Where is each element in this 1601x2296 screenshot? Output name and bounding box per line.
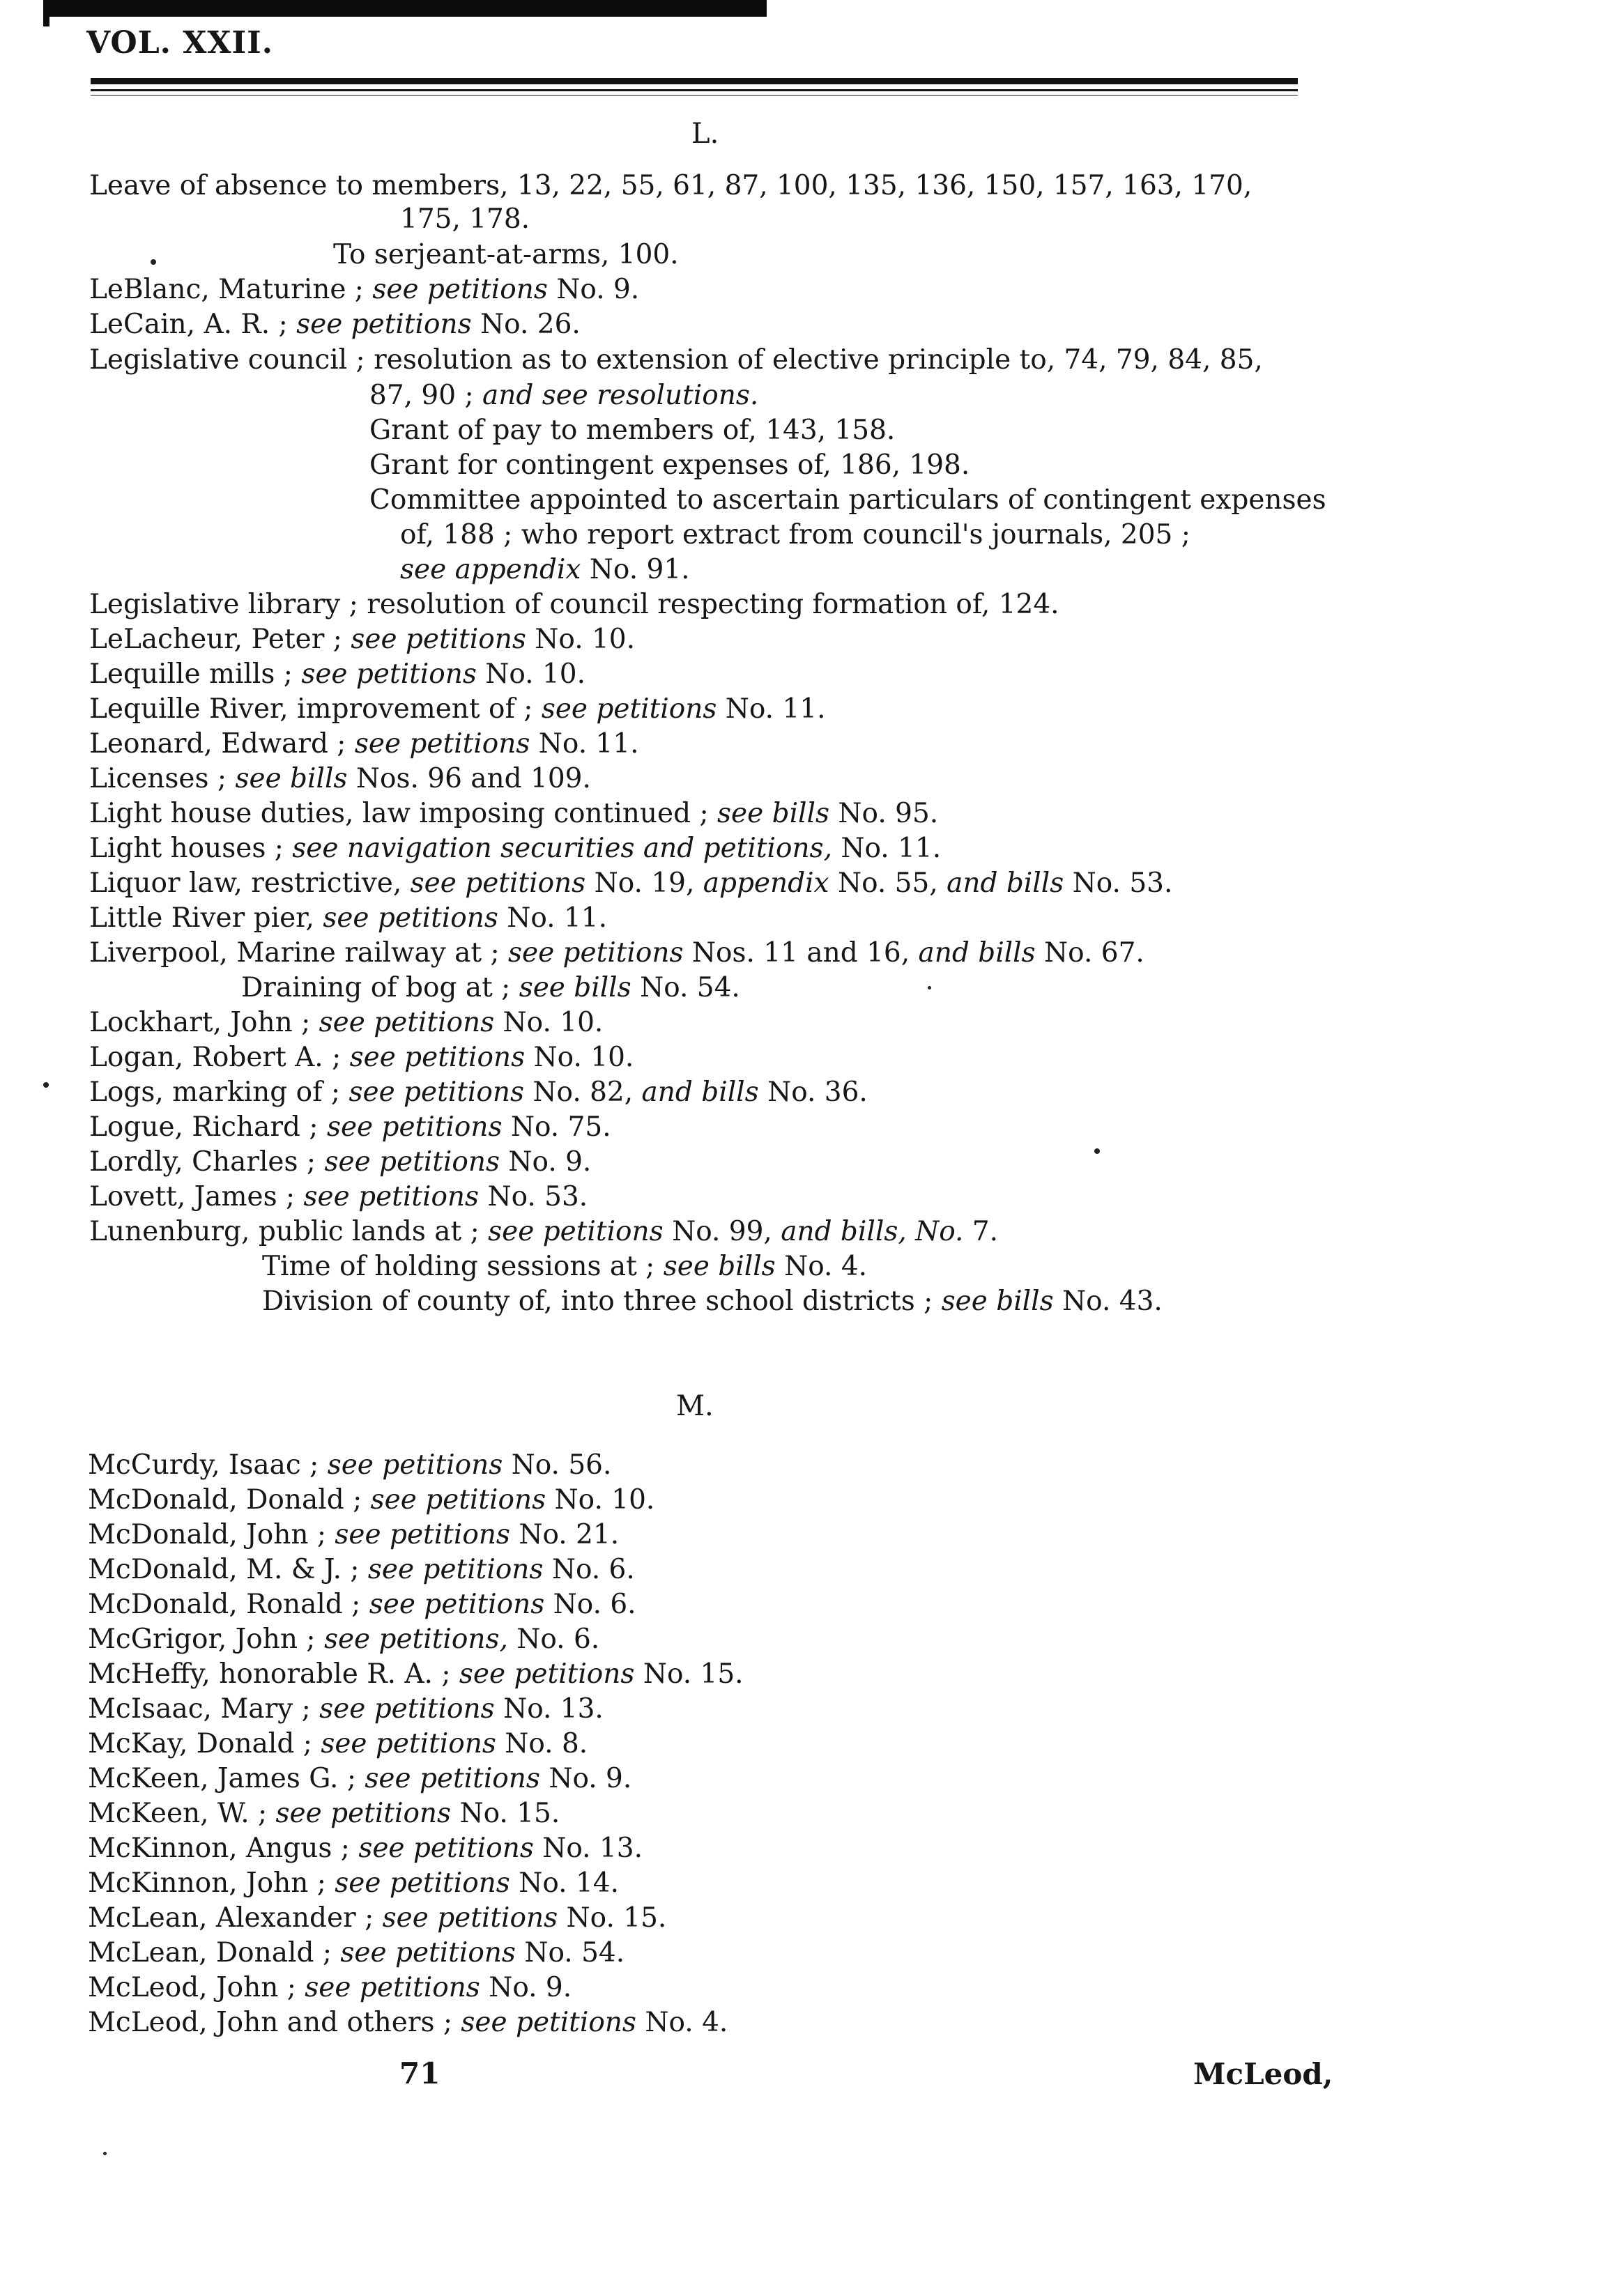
cross-reference-text: see petitions bbox=[319, 1693, 495, 1725]
cross-reference-text: see petitions bbox=[488, 1216, 664, 1247]
index-entry bbox=[89, 624, 635, 656]
scan-speck bbox=[928, 986, 931, 989]
index-entry bbox=[262, 1286, 1163, 1318]
index-entry bbox=[369, 449, 970, 482]
index-entry bbox=[89, 344, 1263, 377]
entry-text: Time of holding sessions at ; bbox=[262, 1251, 664, 1282]
cross-reference-text: see petitions bbox=[369, 1589, 545, 1620]
entry-text: Nos. 96 and 109. bbox=[347, 763, 591, 794]
cross-reference-text: see petitions bbox=[301, 658, 477, 690]
index-entry bbox=[89, 1146, 591, 1179]
index-entry bbox=[89, 589, 1059, 622]
entry-text: No. 15. bbox=[451, 1798, 560, 1829]
entry-text: No. 53. bbox=[479, 1181, 588, 1212]
entry-text: 175, 178. bbox=[400, 203, 530, 235]
index-entry bbox=[88, 1728, 588, 1761]
index-entry bbox=[262, 1251, 867, 1284]
cross-reference-text: and bills bbox=[947, 868, 1064, 899]
cross-reference-text: see petitions bbox=[372, 274, 548, 305]
entry-text: No. 11. bbox=[717, 693, 826, 725]
entry-text: Licenses ; bbox=[89, 763, 236, 794]
index-entry bbox=[89, 274, 639, 307]
scan-speck bbox=[43, 1082, 49, 1088]
entry-text: LeLacheur, Peter ; bbox=[89, 624, 351, 655]
scan-speck bbox=[151, 259, 156, 265]
entry-text: No. 8. bbox=[496, 1728, 588, 1759]
entry-text: 87, 90 ; bbox=[369, 380, 482, 411]
index-entry bbox=[400, 554, 690, 587]
entry-text: No. 43. bbox=[1053, 1286, 1163, 1317]
entry-text: No. 9. bbox=[500, 1146, 592, 1178]
entry-text: No. 9. bbox=[480, 1972, 572, 2003]
entry-text: McKinnon, Angus ; bbox=[88, 1833, 359, 1864]
entry-text: No. 13. bbox=[494, 1693, 604, 1725]
entry-text: Legislative library ; resolution of council respecting formation of, 124. bbox=[89, 589, 1059, 620]
index-entry bbox=[88, 1449, 611, 1482]
entry-text: McGrigor, John ; bbox=[88, 1624, 324, 1655]
section-heading-l: L. bbox=[691, 118, 719, 150]
index-entry bbox=[89, 1181, 588, 1214]
entry-text: McKeen, James G. ; bbox=[88, 1763, 365, 1794]
entry-text: No. 91. bbox=[581, 554, 690, 585]
cross-reference-text: see bills bbox=[941, 1286, 1054, 1317]
cross-reference-text: and bills, No. bbox=[781, 1216, 964, 1247]
cross-reference-text: see petitions bbox=[340, 1937, 516, 1968]
cross-reference-text: see petitions bbox=[296, 309, 472, 340]
entry-text: McDonald, John ; bbox=[88, 1519, 335, 1550]
entry-text: No. 54. bbox=[631, 972, 740, 1003]
header-rule-thin bbox=[91, 89, 1298, 91]
entry-text: Light houses ; bbox=[89, 833, 293, 864]
index-entry bbox=[88, 1554, 635, 1587]
index-entry bbox=[88, 1519, 619, 1552]
entry-text: LeCain, A. R. ; bbox=[89, 309, 297, 340]
entry-text: No. 14. bbox=[510, 1867, 619, 1899]
cross-reference-text: and bills bbox=[641, 1077, 759, 1108]
index-entry bbox=[400, 519, 1190, 552]
index-entry bbox=[88, 1693, 604, 1726]
entry-text: Liquor law, restrictive, bbox=[89, 868, 411, 899]
entry-text: No. 13. bbox=[533, 1833, 643, 1864]
index-entry bbox=[88, 1867, 619, 1900]
cross-reference-text: see petitions bbox=[358, 1833, 534, 1864]
index-entry bbox=[88, 1833, 643, 1865]
cross-reference-text: see petitions bbox=[354, 728, 530, 760]
index-entry bbox=[88, 1624, 599, 1656]
index-entry bbox=[89, 1007, 603, 1040]
entry-text: of, 188 ; who report extract from council's journals, 205 ; bbox=[400, 519, 1190, 550]
entry-text: No. 6. bbox=[544, 1589, 636, 1620]
entry-text: No. 6. bbox=[543, 1554, 635, 1585]
cross-reference-text: see petitions bbox=[365, 1763, 540, 1794]
index-entry bbox=[89, 658, 585, 691]
scan-speck bbox=[103, 2152, 107, 2155]
scan-speck bbox=[1094, 1148, 1100, 1154]
entry-text: Liverpool, Marine railway at ; bbox=[89, 937, 508, 969]
cross-reference-text: see petitions bbox=[275, 1798, 452, 1829]
entry-text: No. 55, bbox=[829, 868, 947, 899]
entry-text: No. 9. bbox=[539, 1763, 632, 1794]
entry-text: Logue, Richard ; bbox=[89, 1111, 327, 1143]
cross-reference-text: see petitions bbox=[382, 1902, 558, 1934]
index-entry bbox=[89, 902, 607, 935]
entry-text: Little River pier, bbox=[89, 902, 323, 934]
entry-text: McLean, Donald ; bbox=[88, 1937, 341, 1968]
cross-reference-text: see petitions bbox=[303, 1181, 480, 1212]
entry-text: No. 21. bbox=[510, 1519, 620, 1550]
entry-text: No. 54. bbox=[515, 1937, 625, 1968]
section-heading-m: M. bbox=[676, 1390, 714, 1422]
cross-reference-text: see petitions bbox=[351, 624, 526, 655]
index-entry bbox=[400, 203, 530, 236]
entry-text: No. 95. bbox=[829, 798, 939, 829]
index-entry bbox=[89, 798, 938, 831]
entry-text: McHeffy, honorable R. A. ; bbox=[88, 1658, 459, 1690]
entry-text: No. 10. bbox=[525, 1042, 634, 1073]
index-entry bbox=[333, 239, 679, 272]
cross-reference-text: appendix bbox=[703, 868, 829, 899]
index-entry bbox=[89, 868, 1172, 900]
scan-edge-bar bbox=[43, 0, 767, 17]
cross-reference-text: see bills bbox=[519, 972, 631, 1003]
entry-text: Lordly, Charles ; bbox=[89, 1146, 325, 1178]
cross-reference-text: see petitions bbox=[370, 1484, 546, 1516]
entry-text: Logs, marking of ; bbox=[89, 1077, 349, 1108]
index-entry bbox=[88, 1798, 560, 1831]
header-rule-faint bbox=[91, 95, 1298, 96]
index-entry bbox=[88, 1484, 654, 1517]
cross-reference-text: see bills bbox=[717, 798, 830, 829]
entry-text: McDonald, M. & J. ; bbox=[88, 1554, 368, 1585]
entry-text: No. 10. bbox=[494, 1007, 604, 1038]
index-entry bbox=[369, 380, 758, 413]
index-entry bbox=[89, 170, 1252, 203]
index-entry bbox=[369, 415, 895, 447]
catchword: McLeod, bbox=[1193, 2057, 1333, 2091]
entry-text: No. 10. bbox=[476, 658, 585, 690]
cross-reference-text: see petitions bbox=[349, 1042, 526, 1073]
entry-text: No. 19, bbox=[585, 868, 703, 899]
index-entry bbox=[89, 937, 1144, 970]
entry-text: Logan, Robert A. ; bbox=[89, 1042, 350, 1073]
entry-text: Leonard, Edward ; bbox=[89, 728, 355, 760]
index-entry bbox=[88, 1589, 636, 1621]
entry-text: 7. bbox=[963, 1216, 999, 1247]
cross-reference-text: see petitions bbox=[321, 1728, 496, 1759]
entry-text: No. 11. bbox=[498, 902, 607, 934]
entry-text: McDonald, Donald ; bbox=[88, 1484, 371, 1516]
entry-text: McKeen, W. ; bbox=[88, 1798, 276, 1829]
entry-text: No. 15. bbox=[634, 1658, 744, 1690]
index-entry bbox=[88, 1972, 572, 2005]
entry-text: No. 15. bbox=[558, 1902, 667, 1934]
cross-reference-text: see appendix bbox=[400, 554, 581, 585]
entry-text: No. 10. bbox=[526, 624, 636, 655]
entry-text: McCurdy, Isaac ; bbox=[88, 1449, 328, 1481]
entry-text: No. 4. bbox=[636, 2007, 728, 2038]
entry-text: McLeod, John ; bbox=[88, 1972, 305, 2003]
index-entry bbox=[89, 728, 639, 761]
entry-text: Leave of absence to members, 13, 22, 55, 61, 87, 100, 135, 136, 150, 157, 163, 170, bbox=[89, 170, 1253, 201]
index-entry bbox=[241, 972, 740, 1005]
entry-text: Committee appointed to ascertain particulars of contingent expenses bbox=[369, 484, 1326, 516]
entry-text: Lequille River, improvement of ; bbox=[89, 693, 542, 725]
entry-text: Lovett, James ; bbox=[89, 1181, 304, 1212]
entry-text: Nos. 11 and 16, bbox=[683, 937, 919, 969]
entry-text: Division of county of, into three school districts ; bbox=[262, 1286, 942, 1317]
cross-reference-text: see petitions bbox=[305, 1972, 480, 2003]
entry-text: No. 67. bbox=[1035, 937, 1144, 969]
entry-text: McLean, Alexander ; bbox=[88, 1902, 383, 1934]
entry-text: No. 10. bbox=[546, 1484, 655, 1516]
entry-text: No. 53. bbox=[1064, 868, 1173, 899]
cross-reference-text: see petitions bbox=[319, 1007, 495, 1038]
entry-text: No. 75. bbox=[502, 1111, 611, 1143]
index-entry bbox=[89, 693, 826, 726]
entry-text: Lockhart, John ; bbox=[89, 1007, 319, 1038]
index-entry bbox=[89, 1111, 611, 1144]
entry-text: No. 11. bbox=[832, 833, 942, 864]
cross-reference-text: and bills bbox=[918, 937, 1036, 969]
entry-text: No. 4. bbox=[775, 1251, 868, 1282]
entry-text: No. 99, bbox=[663, 1216, 781, 1247]
entry-text: No. 56. bbox=[503, 1449, 612, 1481]
cross-reference-text: and see resolutions. bbox=[482, 380, 759, 411]
entry-text: Legislative council ; resolution as to extension of elective principle to, 74, 79, 84, 85, bbox=[89, 344, 1263, 376]
cross-reference-text: see navigation securities and petitions, bbox=[292, 833, 832, 864]
entry-text: Light house duties, law imposing continued ; bbox=[89, 798, 718, 829]
cross-reference-text: see bills bbox=[235, 763, 348, 794]
entry-text: LeBlanc, Maturine ; bbox=[89, 274, 373, 305]
volume-heading: VOL. XXII. bbox=[86, 25, 274, 61]
entry-text: Lunenburg, public lands at ; bbox=[89, 1216, 489, 1247]
scan-edge-mark bbox=[43, 0, 49, 26]
cross-reference-text: see petitions bbox=[335, 1519, 510, 1550]
entry-text: To serjeant-at-arms, 100. bbox=[333, 239, 679, 270]
index-entry bbox=[369, 484, 1326, 517]
entry-text: No. 36. bbox=[758, 1077, 868, 1108]
cross-reference-text: see petitions bbox=[410, 868, 586, 899]
entry-text: McKay, Donald ; bbox=[88, 1728, 321, 1759]
cross-reference-text: see petitions bbox=[507, 937, 684, 969]
cross-reference-text: see petitions bbox=[461, 2007, 636, 2038]
cross-reference-text: see petitions bbox=[348, 1077, 524, 1108]
cross-reference-text: see petitions bbox=[324, 1146, 500, 1178]
page-number: 71 bbox=[399, 2056, 441, 2090]
cross-reference-text: see petitions bbox=[459, 1658, 635, 1690]
entry-text: Grant of pay to members of, 143, 158. bbox=[369, 415, 896, 446]
index-entry bbox=[89, 763, 591, 796]
entry-text: McLeod, John and others ; bbox=[88, 2007, 461, 2038]
entry-text: No. 9. bbox=[547, 274, 640, 305]
entry-text: No. 26. bbox=[471, 309, 581, 340]
index-entry bbox=[88, 2007, 728, 2040]
index-entry bbox=[88, 1937, 625, 1970]
entry-text: McKinnon, John ; bbox=[88, 1867, 335, 1899]
header-rule-thick bbox=[91, 78, 1298, 84]
index-entry bbox=[89, 309, 581, 341]
cross-reference-text: see petitions bbox=[323, 902, 498, 934]
entry-text: No. 11. bbox=[530, 728, 639, 760]
entry-text: Draining of bog at ; bbox=[241, 972, 519, 1003]
index-entry bbox=[89, 1077, 868, 1109]
entry-text: Lequille mills ; bbox=[89, 658, 302, 690]
entry-text: Grant for contingent expenses of, 186, 198. bbox=[369, 449, 970, 481]
cross-reference-text: see petitions bbox=[367, 1554, 544, 1585]
entry-text: No. 6. bbox=[507, 1624, 600, 1655]
index-entry bbox=[88, 1902, 666, 1935]
cross-reference-text: see petitions bbox=[541, 693, 717, 725]
index-entry bbox=[89, 1216, 998, 1249]
index-entry bbox=[89, 1042, 634, 1074]
index-entry bbox=[89, 833, 941, 865]
cross-reference-text: see petitions bbox=[326, 1111, 503, 1143]
cross-reference-text: see bills bbox=[663, 1251, 776, 1282]
entry-text: McDonald, Ronald ; bbox=[88, 1589, 369, 1620]
cross-reference-text: see petitions, bbox=[323, 1624, 508, 1655]
entry-text: No. 82, bbox=[524, 1077, 642, 1108]
index-entry bbox=[88, 1658, 744, 1691]
index-entry bbox=[88, 1763, 631, 1796]
entry-text: McIsaac, Mary ; bbox=[88, 1693, 320, 1725]
cross-reference-text: see petitions bbox=[327, 1449, 503, 1481]
cross-reference-text: see petitions bbox=[335, 1867, 510, 1899]
